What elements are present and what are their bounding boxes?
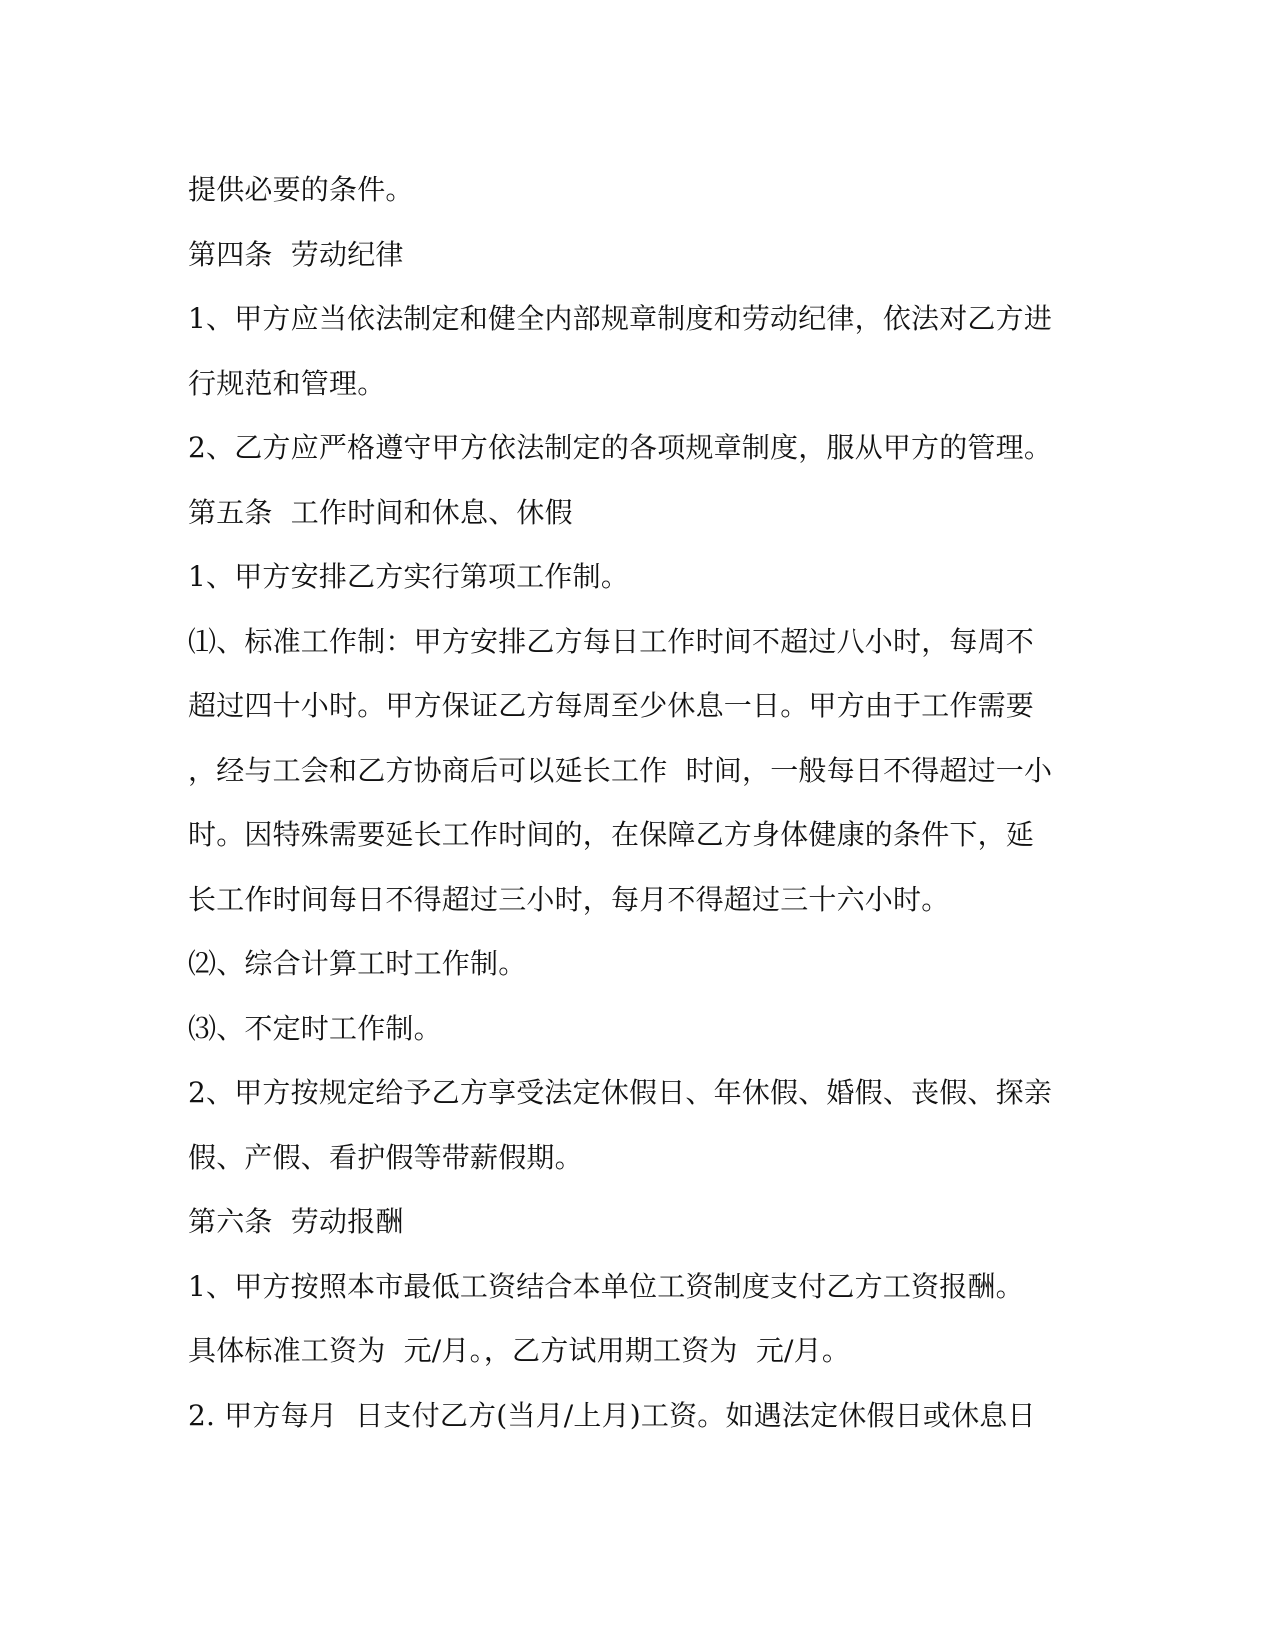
paragraph-line: 2. 甲方每月 日支付乙方(当月/上月)工资。如遇法定休假日或休息日 [188,1398,1036,1432]
section-heading-article-5: 第五条 工作时间和休息、休假 [188,495,573,529]
paragraph-line: 长工作时间每日不得超过三小时，每月不得超过三十六小时。 [188,882,950,916]
paragraph-line: 假、产假、看护假等带薪假期。 [188,1140,583,1174]
paragraph-line: ⑶、不定时工作制。 [188,1011,442,1045]
paragraph-line: ，经与工会和乙方协商后可以延长工作 时间，一般每日不得超过一小 [188,753,1053,787]
paragraph-line: ⑴、标准工作制：甲方安排乙方每日工作时间不超过八小时，每周不 [188,624,1035,658]
section-heading-article-6: 第六条 劳动报酬 [188,1205,404,1238]
paragraph-line: ⑵、综合计算工时工作制。 [188,947,527,980]
document-body [188,158,1088,1448]
paragraph-line: 1、甲方安排乙方实行第项工作制。 [188,560,630,593]
paragraph-line: 2、乙方应严格遵守甲方依法制定的各项规章制度，服从甲方的管理。 [188,431,1053,464]
paragraph-line: 1、甲方按照本市最低工资结合本单位工资制度支付乙方工资报酬。 [188,1269,1024,1303]
paragraph-line: 行规范和管理。 [188,366,386,400]
paragraph-line: 提供必要的条件。 [188,173,414,206]
paragraph-line: 具体标准工资为 元/月。，乙方试用期工资为 元/月。 [188,1334,851,1367]
paragraph-line: 超过四十小时。甲方保证乙方每周至少休息一日。甲方由于工作需要 [188,689,1035,722]
paragraph-line: 时。因特殊需要延长工作时间的，在保障乙方身体健康的条件下，延 [188,818,1035,851]
paragraph-line: 1、甲方应当依法制定和健全内部规章制度和劳动纪律，依法对乙方进 [188,302,1053,335]
paragraph-line: 2、甲方按规定给予乙方享受法定休假日、年休假、婚假、丧假、探亲 [188,1076,1053,1109]
section-heading-article-4: 第四条 劳动纪律 [188,237,404,271]
